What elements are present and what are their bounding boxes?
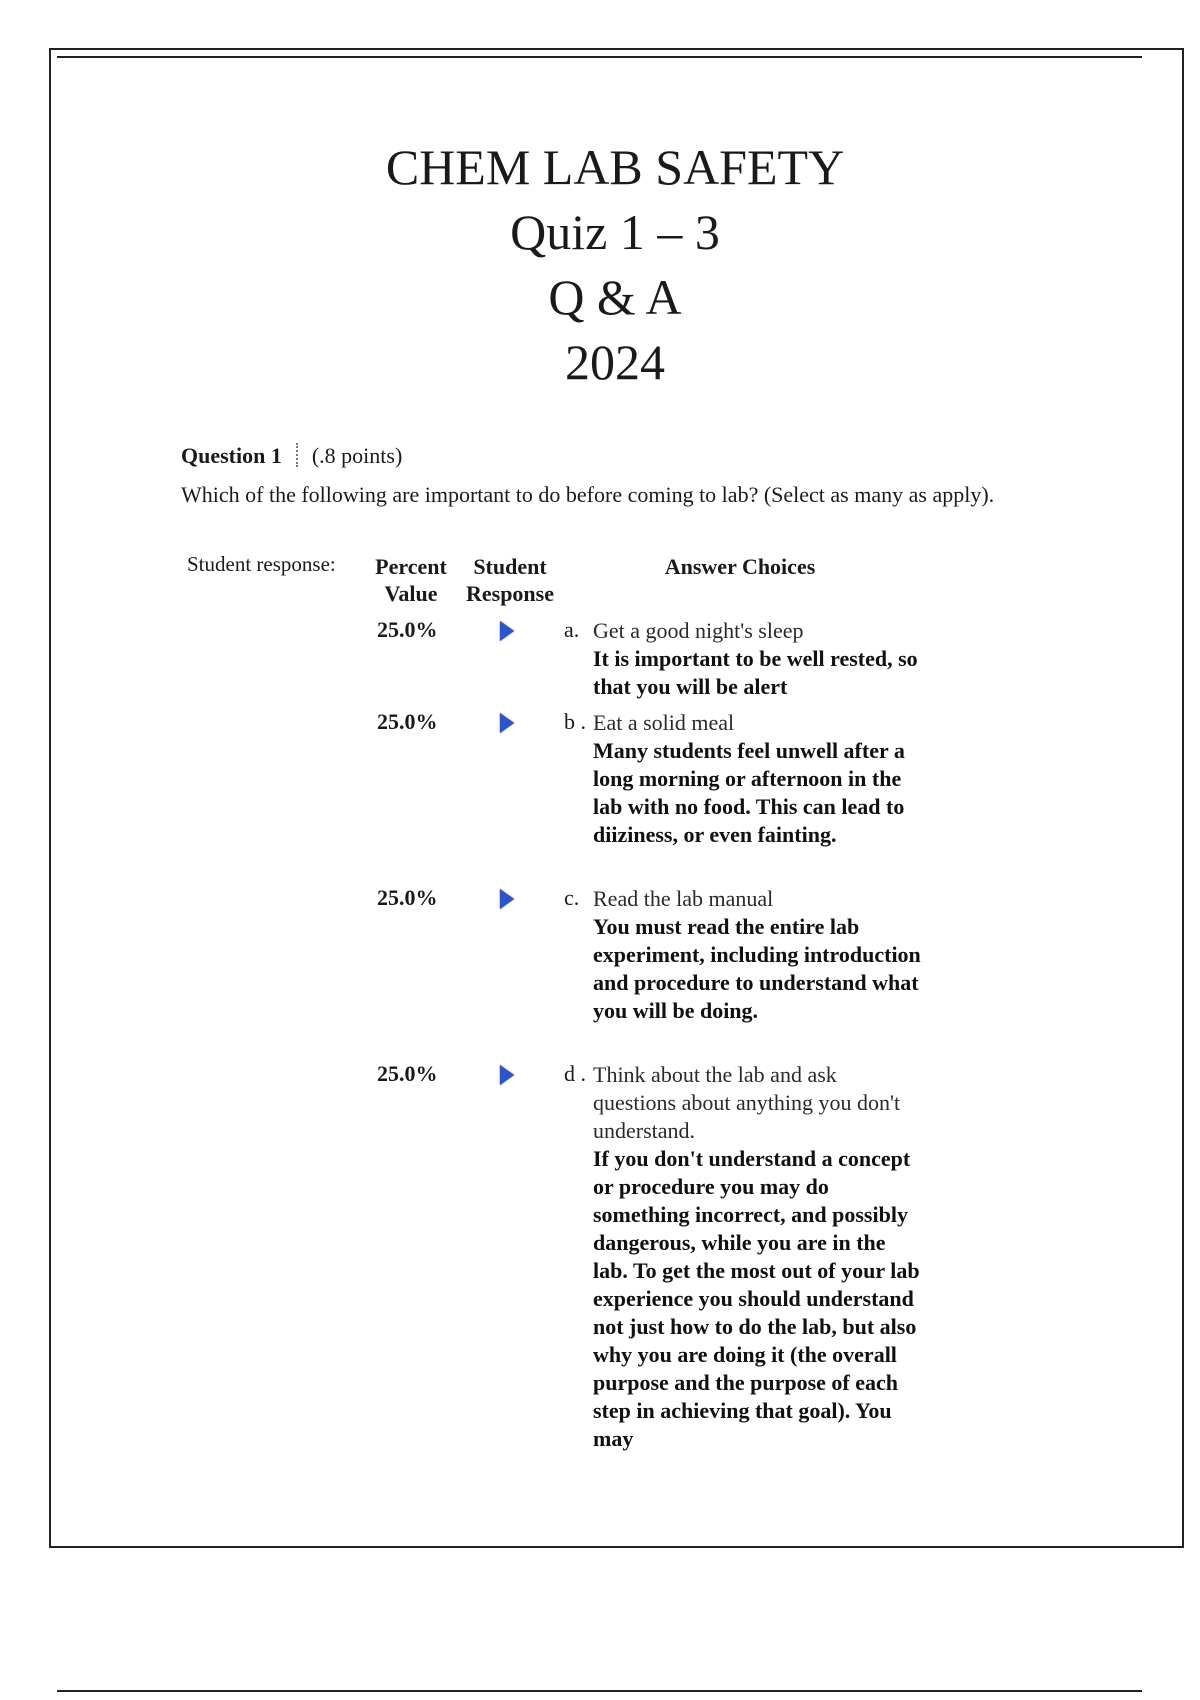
- choice-explanation: You must read the entire lab experiment, including introduction and procedure to understand what you will be doing.: [593, 914, 921, 1023]
- choice-option-text: Get a good night's sleep: [593, 618, 804, 643]
- bottom-rule: [57, 1690, 1142, 1692]
- header-percent-value: Percent Value: [375, 554, 447, 606]
- selected-response-arrow-icon: [500, 1065, 514, 1085]
- title-line-2: Quiz 1 – 3: [510, 204, 720, 260]
- document-title: [0, 135, 1200, 395]
- title-line-1: CHEM LAB SAFETY: [385, 139, 845, 195]
- student-response-label: Student response:: [187, 552, 336, 576]
- question-text: Which of the following are important to do before coming to lab? (Select as many as apply).: [181, 482, 995, 507]
- choice-content: [593, 885, 923, 1025]
- title-line-3: Q & A: [548, 269, 682, 325]
- percent-value: 25.0%: [377, 709, 438, 734]
- choice-option-text: Think about the lab and ask questions about anything you don't understand.: [593, 1062, 901, 1143]
- choice-explanation: If you don't understand a concept or procedure you may do something incorrect, and possibly dangerous, while you are in the lab. To get the most out of your lab experience you should understand not just how to do the lab, but also why you are doing it (the overall purpose and the purpose of each step in achieving that goal). You may: [593, 1146, 920, 1451]
- selected-response-arrow-icon: [500, 713, 514, 733]
- choice-letter: c.: [564, 885, 580, 910]
- percent-value: 25.0%: [377, 1061, 438, 1086]
- choice-option-text: Read the lab manual: [593, 886, 774, 911]
- top-rule: [57, 56, 1142, 58]
- header-answer-choices: Answer Choices: [664, 554, 816, 579]
- dotted-separator-icon: [296, 443, 302, 467]
- choice-letter: a.: [564, 617, 580, 642]
- percent-value: 25.0%: [377, 885, 438, 910]
- header-student-response: Student Response: [465, 554, 554, 606]
- selected-response-arrow-icon: [500, 889, 514, 909]
- question-label: Question 1: [181, 443, 282, 468]
- question-points: (.8 points): [311, 443, 403, 468]
- choice-letter: d .: [564, 1061, 586, 1086]
- selected-response-arrow-icon: [500, 621, 514, 641]
- choice-content: [593, 709, 923, 849]
- title-line-4: 2024: [565, 334, 665, 390]
- choice-letter: b .: [564, 709, 586, 734]
- choice-explanation: It is important to be well rested, so that you will be alert: [593, 646, 918, 699]
- question-header: [181, 443, 402, 469]
- choice-option-text: Eat a solid meal: [593, 710, 735, 735]
- percent-value: 25.0%: [377, 617, 438, 642]
- choice-explanation: Many students feel unwell after a long morning or afternoon in the lab with no food. This can lead to diiziness, or even fainting.: [593, 738, 905, 847]
- choice-content: [593, 1061, 923, 1453]
- choice-content: [593, 617, 923, 701]
